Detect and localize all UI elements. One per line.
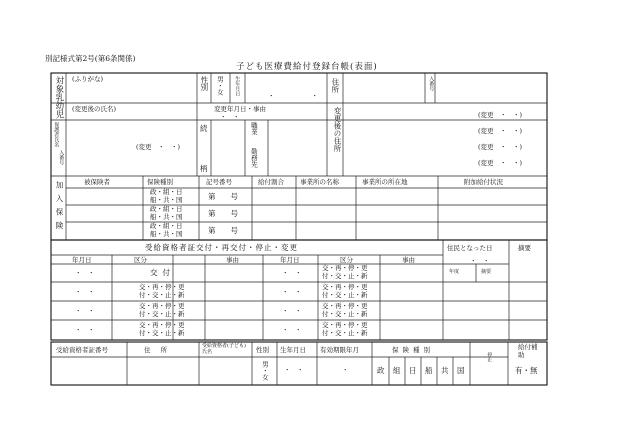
cert-kubun-l4b: 付・交・止・新 [139,329,185,337]
col-benefit-assistance: 給付補助 [518,343,538,359]
changed-address-label: 変更後の住所 [333,107,342,152]
changed-name-label: (変更後の氏名) [72,105,117,113]
resident-date-label: 住民となった日 [447,244,493,252]
address-label: 住所 [330,78,340,93]
col-suspension: 停止 [486,352,493,362]
cert-date-l4: ・ ・ [75,326,95,334]
address-change-date-3: (変更 ・ ・) [478,143,523,151]
address-change-date-4: (変更 ・ ・) [478,159,523,167]
insurance-kind-2a: 政・組・日 [150,205,183,213]
col-reason-left: 事由 [226,256,239,264]
col-sex: 性別 [256,346,269,354]
birthdate-label: 生年月日 [234,76,241,96]
cert-kubun-l1: 交付 [150,268,175,277]
col-date-right: 年月日 [280,256,300,264]
col-birthdate: 生年月日 [280,346,306,354]
change-date-value: ・ ・ [220,113,240,121]
cert-date-r1: ・ ・ [282,269,302,277]
cert-date-l2: ・ ・ [75,288,95,296]
bottom-expiry-value: ・ [342,366,349,374]
cert-kubun-r3a: 交・再・停・更 [322,302,368,310]
insurance-section-label: 加入保険 [55,181,64,235]
cert-kubun-r2b: 付・交・止・新 [322,291,368,299]
col-benefit-ratio: 給付割合 [258,178,284,186]
address-change-date-1: (変更 ・ ・) [478,111,523,119]
insurance-number-3: 第 号 [208,226,238,235]
col-office-address: 事業所の所在地 [362,178,408,186]
target-child-label: 対象乳幼児 [53,76,64,119]
col-recipient-name: 受給資格者(子ども)氏名 [202,343,246,355]
cert-kubun-r1b: 付・交・止・新 [322,272,368,280]
remark-label: 摘要 [481,269,492,275]
relationship-label-bottom: 柄 [200,164,208,173]
cert-date-r2: ・ ・ [282,288,302,296]
cert-kubun-r4a: 交・再・停・更 [322,321,368,329]
cert-kubun-r1a: 交・再・停・更 [322,264,368,272]
entry-number-label: 入番号 [58,150,65,165]
col-certificate-number: 受給資格者証番号 [56,346,108,354]
fiscal-year-label: 年度 [449,269,460,275]
insurance-number-2: 第 号 [208,209,238,218]
cert-kubun-r3b: 付・交・止・新 [322,310,368,318]
col-symbol-number: 記号番号 [206,178,232,186]
cert-kubun-l3b: 付・交・止・新 [139,310,185,318]
cert-date-r4: ・ ・ [282,326,302,334]
sex-options: 男・女 [215,76,224,96]
bottom-sex-options: 男・女 [260,361,269,381]
benefit-options: 有・無 [515,366,538,375]
cert-kubun-r2a: 交・再・停・更 [322,283,368,291]
insurance-kind-2b: 船・共・国 [150,213,183,221]
cert-kubun-l2a: 交・再・停・更 [139,283,185,291]
birthdate-value: ・ ・ [268,92,326,100]
col-kubun-left: 区分 [134,256,147,264]
kind-kumi: 組 [393,366,401,375]
address-change-date-2: (変更 ・ ・) [478,127,523,135]
resident-date-value: ・ ・ [470,257,490,265]
insurance-kind-3a: 政・組・日 [150,222,183,230]
certificate-heading: 受給資格者証交付・再交付・停止・変更 [145,243,298,252]
occupation-label: 職業 [249,122,258,135]
kind-sen: 船 [425,366,433,375]
guardian-change-date: (変更 ・ ・) [136,143,181,151]
page-title: 子ども医療費給付登録台帳(表面) [236,62,378,72]
cert-date-r3: ・ ・ [282,307,302,315]
household-number-label: 入番号 [428,76,435,91]
workplace-label: 勤務先 [249,148,258,168]
col-address: 住所 [144,346,177,354]
cert-date-l1: ・ ・ [75,269,95,277]
kind-kyo: 共 [441,366,449,375]
kind-nichi: 日 [409,366,417,375]
col-date-left: 年月日 [72,256,92,264]
insurance-kind-1b: 船・共・国 [150,196,183,204]
insurance-kind-3b: 船・共・国 [150,230,183,238]
guardian-name-label: 保護者氏名 [53,122,60,147]
col-insurance-kind-bottom: 保険種別 [392,346,434,354]
col-additional-benefit: 附加給付状況 [464,178,503,186]
insurance-kind-1a: 政・組・日 [150,188,183,196]
furigana-label: (ふりがな) [72,75,104,83]
col-kubun-right: 区分 [340,256,353,264]
bottom-birthdate-value: ・ ・ [284,366,304,374]
col-insurance-kind: 保険種別 [147,178,173,186]
kind-koku: 国 [457,366,465,375]
col-expiry: 有効期限年月 [320,346,359,354]
col-reason-right: 事由 [402,256,415,264]
sex-label: 性別 [199,76,209,91]
cert-kubun-l2b: 付・交・止・新 [139,291,185,299]
cert-kubun-r4b: 付・交・止・新 [322,329,368,337]
cert-kubun-l3a: 交・再・停・更 [139,302,185,310]
col-office-name: 事業所の名称 [300,178,339,186]
change-date-label: 変更年月日・事由 [214,105,266,113]
col-insured: 被保険者 [84,178,110,186]
kind-sei: 政 [377,366,385,375]
cert-kubun-l4a: 交・再・停・更 [139,321,185,329]
summary-label: 摘要 [518,244,531,252]
cert-date-l3: ・ ・ [75,307,95,315]
form-reference: 別記様式第2号(第6条関係) [45,54,136,63]
insurance-number-1: 第 号 [208,192,238,201]
relationship-label-top: 続 [200,124,208,133]
